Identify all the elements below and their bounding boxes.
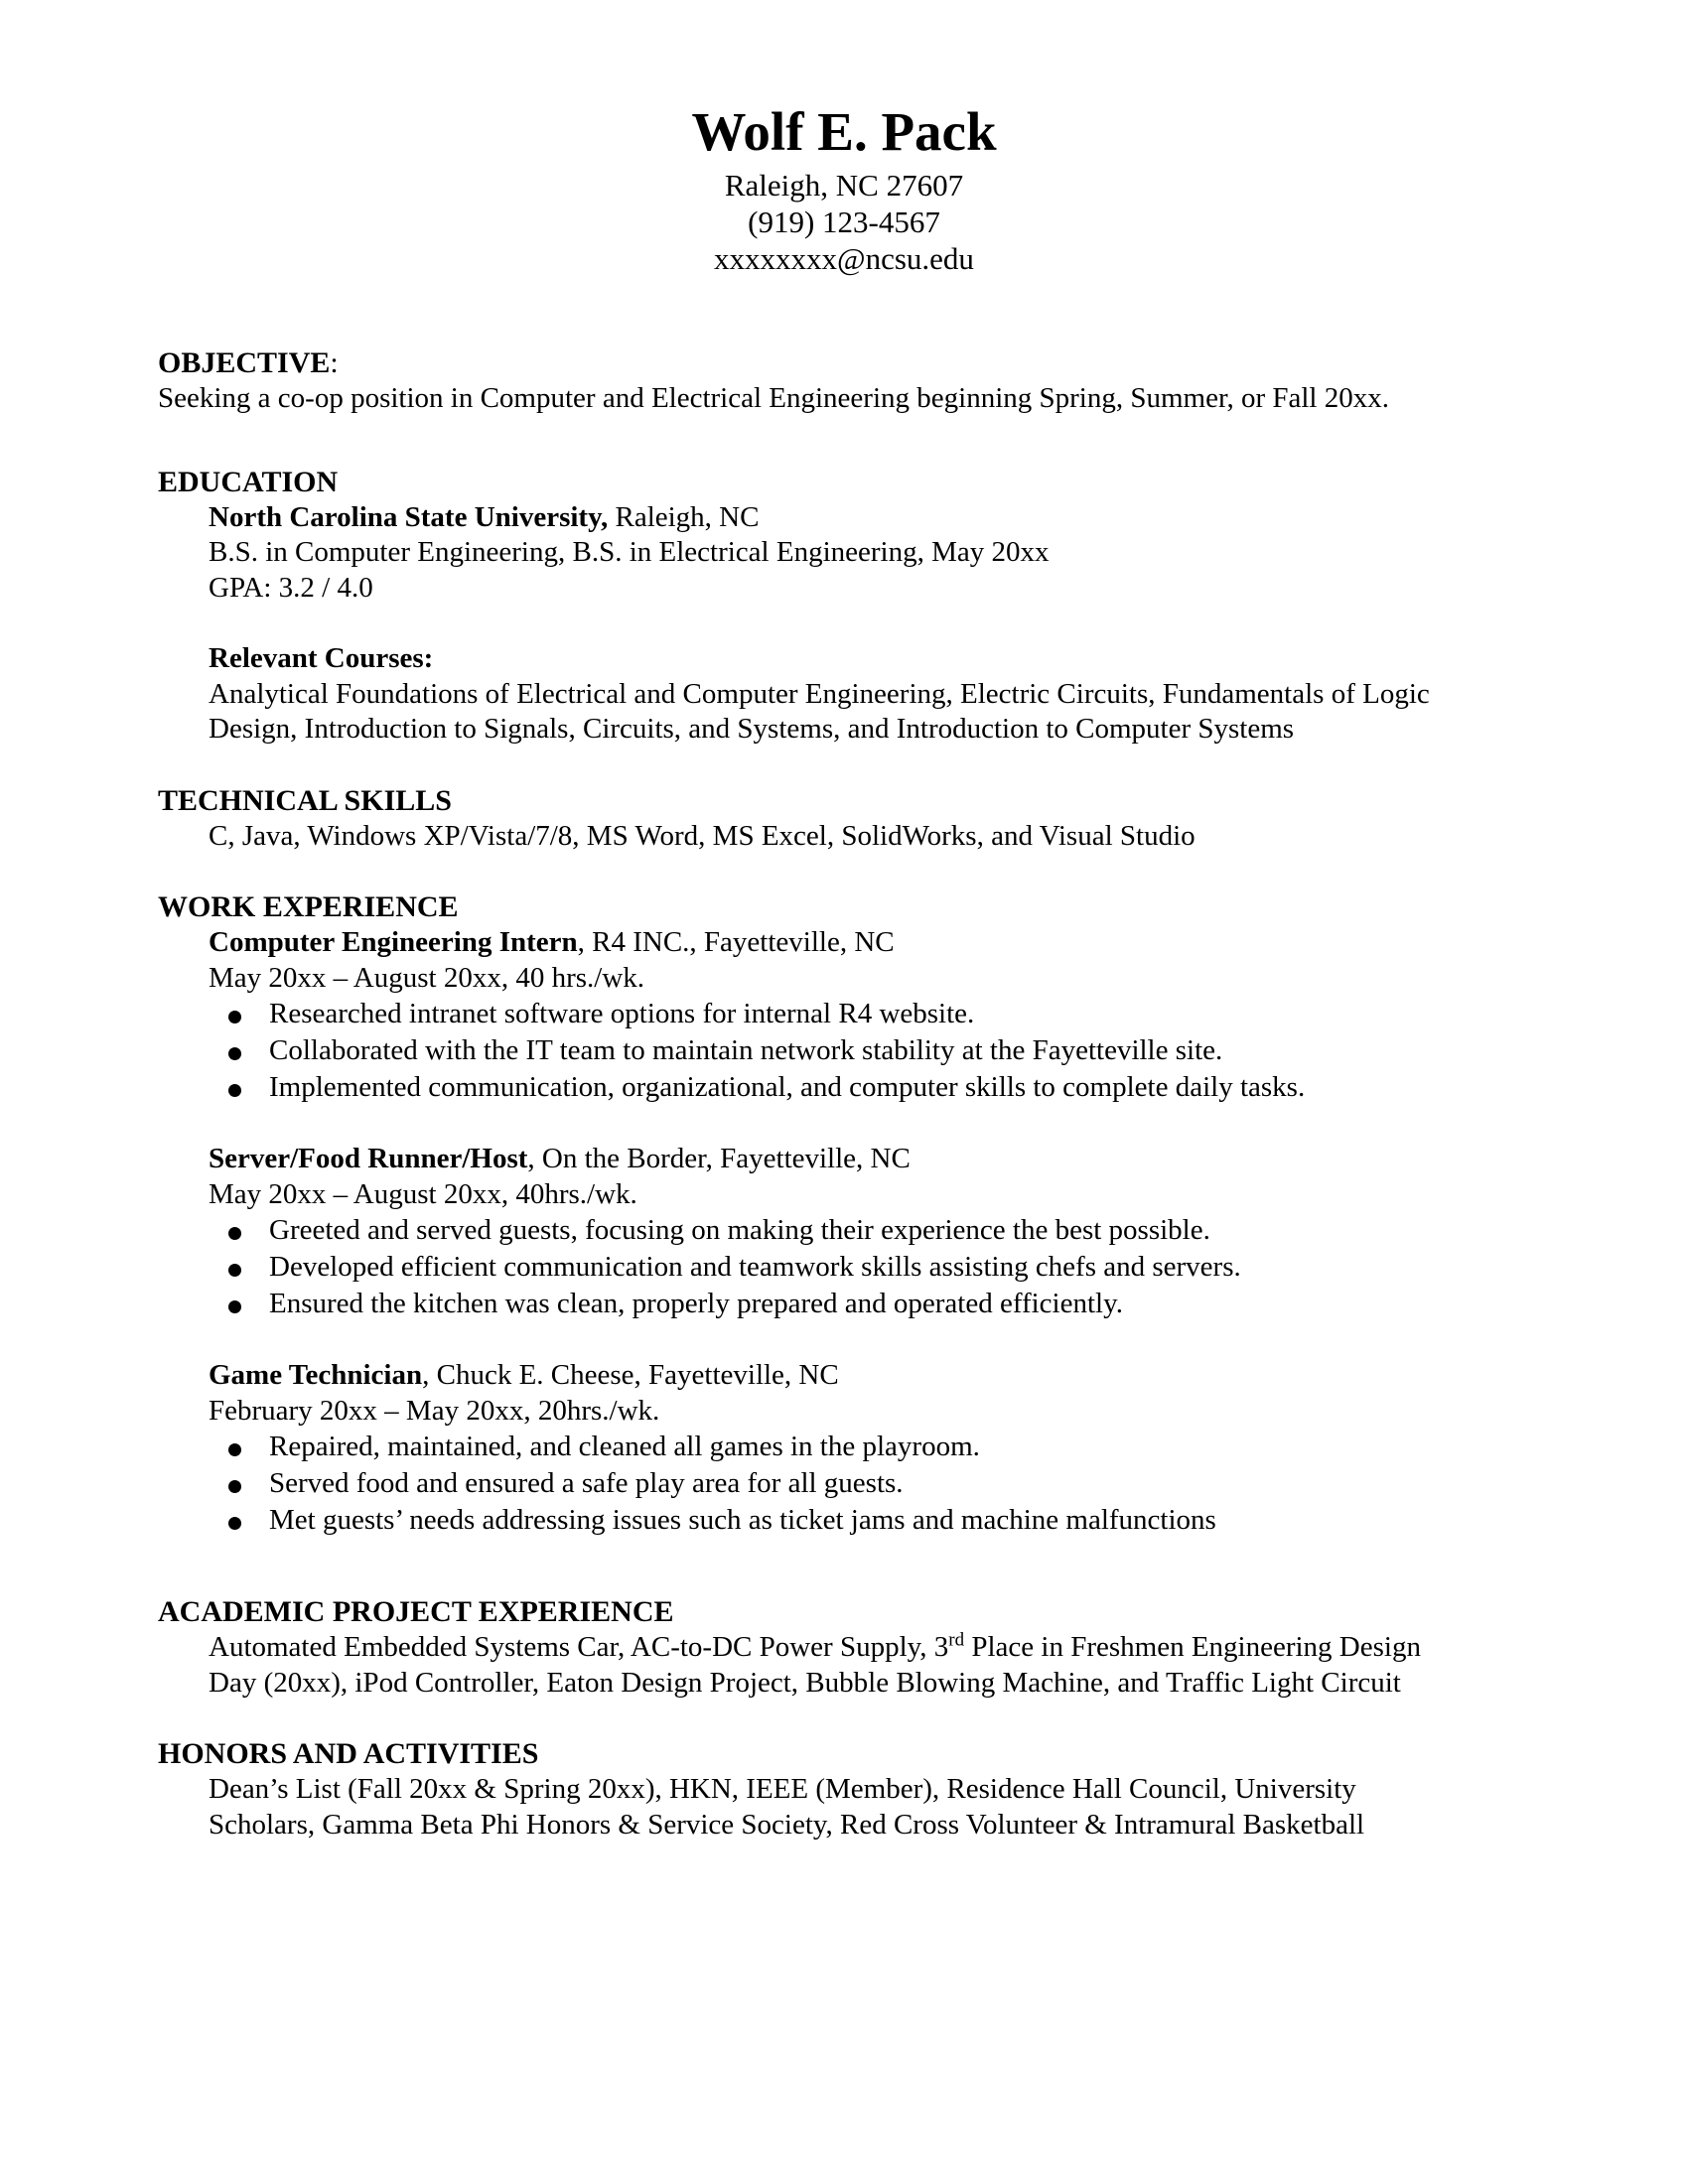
job-employer: , On the Border, Fayetteville, NC [527, 1143, 911, 1174]
bullet-text: Greeted and served guests, focusing on making their experience the best possible. [269, 1214, 1210, 1246]
job-bullet [209, 996, 1548, 1032]
degree-line: B.S. in Computer Engineering, B.S. in Electrical Engineering, May 20xx [209, 536, 1050, 568]
bullet-icon [228, 1517, 241, 1530]
relevant-courses-heading: Relevant Courses: [209, 642, 434, 674]
job-entry [158, 1358, 1548, 1539]
school-line [158, 500, 1548, 536]
job-bullet [209, 1429, 1548, 1465]
phone-number: (919) 123-4567 [748, 205, 940, 239]
job-bullet [209, 1069, 1548, 1106]
job-title-line [158, 1358, 1548, 1394]
job-title-line [158, 925, 1548, 961]
objective-text: Seeking a co-op position in Computer and Electrical Engineering beginning Spring, Summer, or Fall 20xx. [158, 382, 1389, 414]
job-role: Server/Food Runner/Host [209, 1143, 528, 1174]
education-section [158, 465, 1548, 748]
projects-heading: ACADEMIC PROJECT EXPERIENCE [158, 1595, 674, 1628]
job-dates: May 20xx – August 20xx, 40hrs./wk. [209, 1177, 637, 1210]
courses-line-1: Analytical Foundations of Electrical and Computer Engineering, Electric Circuits, Fundamentals of Logic [209, 677, 1430, 710]
objective-colon: : [330, 346, 339, 379]
job-employer: , Chuck E. Cheese, Fayetteville, NC [422, 1359, 839, 1391]
school-name: North Carolina State University, [209, 500, 609, 533]
job-role: Game Technician [209, 1359, 423, 1391]
ordinal-suffix: rd [948, 1629, 965, 1651]
job-bullet-list [158, 996, 1548, 1106]
bullet-text: Developed efficient communication and teamwork skills assisting chefs and servers. [269, 1251, 1241, 1283]
bullet-text: Researched intranet software options for internal R4 website. [269, 998, 975, 1029]
job-bullet [209, 1212, 1548, 1249]
bullet-text: Repaired, maintained, and cleaned all games in the playroom. [269, 1431, 980, 1462]
honors-line-1: Dean’s List (Fall 20xx & Spring 20xx), HKN, IEEE (Member), Residence Hall Council, University [209, 1773, 1356, 1805]
resume-header [0, 97, 1688, 277]
resume-body [158, 345, 1548, 1843]
job-bullet-list [158, 1429, 1548, 1539]
candidate-name: Wolf E. Pack [691, 101, 997, 162]
objective-title: OBJECTIVE [158, 346, 331, 379]
bullet-icon [228, 1011, 241, 1024]
courses-line-2: Design, Introduction to Signals, Circuits, and Systems, and Introduction to Computer Systems [209, 713, 1295, 745]
honors-heading: HONORS AND ACTIVITIES [158, 1737, 539, 1770]
objective-heading [158, 345, 1548, 381]
job-entry [158, 925, 1548, 1106]
address: Raleigh, NC 27607 [724, 168, 964, 203]
education-heading: EDUCATION [158, 465, 339, 498]
job-bullet [209, 1502, 1548, 1539]
projects-line-2: Day (20xx), iPod Controller, Eaton Design Project, Bubble Blowing Machine, and Traffic Light Circuit [209, 1666, 1401, 1699]
job-bullet [209, 1286, 1548, 1322]
job-bullet-list [158, 1212, 1548, 1322]
work-heading: WORK EXPERIENCE [158, 890, 459, 923]
bullet-icon [228, 1047, 241, 1060]
work-section [158, 889, 1548, 1539]
projects-line-1 [158, 1630, 1548, 1666]
bullet-icon [228, 1443, 241, 1456]
bullet-text: Ensured the kitchen was clean, properly prepared and operated efficiently. [269, 1288, 1123, 1319]
email-address: xxxxxxxx@ncsu.edu [714, 241, 974, 276]
job-dates: May 20xx – August 20xx, 40 hrs./wk. [209, 961, 645, 994]
job-employer: , R4 INC., Fayetteville, NC [577, 926, 895, 958]
bullet-text: Met guests’ needs addressing issues such as ticket jams and machine malfunctions [269, 1504, 1216, 1536]
skills-heading: TECHNICAL SKILLS [158, 783, 452, 817]
bullet-icon [228, 1480, 241, 1493]
bullet-icon [228, 1264, 241, 1277]
job-entry [158, 1142, 1548, 1322]
job-bullet [209, 1465, 1548, 1502]
projects-section [158, 1594, 1548, 1701]
bullet-icon [228, 1227, 241, 1240]
job-bullet [209, 1249, 1548, 1286]
job-bullet [209, 1032, 1548, 1069]
honors-section [158, 1736, 1548, 1843]
honors-line-2: Scholars, Gamma Beta Phi Honors & Service Society, Red Cross Volunteer & Intramural Basketball [209, 1808, 1365, 1841]
gpa-line: GPA: 3.2 / 4.0 [209, 571, 373, 604]
bullet-text: Implemented communication, organizational, and computer skills to complete daily tasks. [269, 1071, 1306, 1103]
projects-line-1-start: Automated Embedded Systems Car, AC-to-DC Power Supply, 3 [209, 1631, 949, 1663]
job-role: Computer Engineering Intern [209, 926, 578, 958]
skills-text: C, Java, Windows XP/Vista/7/8, MS Word, MS Excel, SolidWorks, and Visual Studio [209, 819, 1196, 852]
job-dates: February 20xx – May 20xx, 20hrs./wk. [209, 1394, 660, 1427]
bullet-text: Served food and ensured a safe play area for all guests. [269, 1467, 904, 1499]
projects-line-1-end: Place in Freshmen Engineering Design [964, 1631, 1421, 1663]
objective-section [158, 345, 1548, 417]
job-title-line [158, 1142, 1548, 1177]
bullet-icon [228, 1084, 241, 1097]
skills-section [158, 783, 1548, 855]
school-location: Raleigh, NC [608, 500, 760, 533]
bullet-icon [228, 1300, 241, 1313]
bullet-text: Collaborated with the IT team to maintain network stability at the Fayetteville site. [269, 1034, 1223, 1066]
